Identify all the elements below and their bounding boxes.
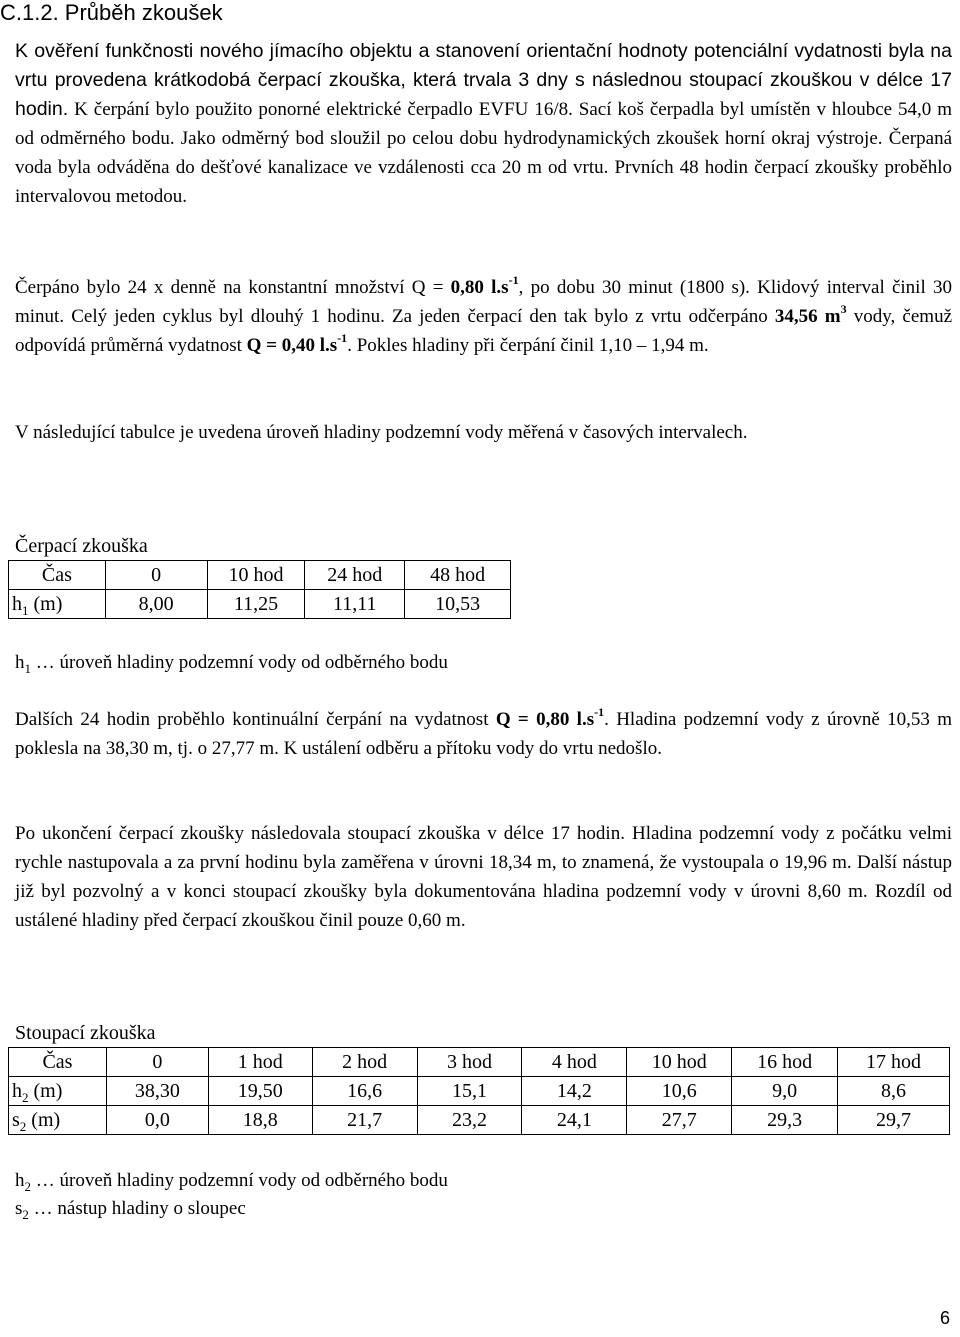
table-header-cell: 2 hod	[312, 1048, 417, 1077]
recovery-test-caption: Stoupací zkouška	[15, 1022, 156, 1044]
table-cell: 11,25	[207, 590, 305, 619]
pumping-text-2: , po dobu 30 minut (1800 s). Klidový interval činil 30 minut. Celý jeden cyklus byl dlouhý 1 hodinu. Za jeden čerpací den tak bylo z vrtu odčerpáno	[15, 277, 952, 327]
section-heading: C.1.2. Průběh zkoušek	[0, 0, 223, 25]
table-header-cell: 16 hod	[732, 1048, 838, 1077]
table-cell: 24,1	[522, 1106, 627, 1135]
table-row	[9, 1106, 950, 1135]
page-number: 6	[939, 1308, 950, 1328]
intro-text-serif-2: Prvních 48 hodin čerpací zkoušky proběhlo intervalovou metodou.	[15, 157, 952, 207]
table-header-cell: 0	[105, 561, 207, 590]
table-row	[9, 1077, 950, 1106]
table-cell: 8,6	[838, 1077, 950, 1106]
volume-exponent: 3	[840, 301, 847, 316]
pumping-paragraph	[15, 273, 952, 360]
legend-h1: $h_1$ … úroveň hladiny podzemní vody od odběrného bodu	[15, 652, 448, 676]
table-cell: 11,11	[305, 590, 405, 619]
recovery-paragraph: Po ukončení čerpací zkoušky následovala stoupací zkouška v délce 17 hodin. Hladina podzemní vody z počátku velmi rychle nastupovala a za první hodinu byla zaměřena v úrovni 18,34 m, to znamená, že vystoupala o 19,96 m. Další nástup již byl pozvolný a v konci stoupací zkoušky byla dokumentována hladina podzemní vody v úrovni 8,60 m. Rozdíl od ustálené hladiny před čerpací zkouškou činil pouze 0,60 m.	[15, 823, 952, 931]
pumping-rate-value: 0,80 l.s	[450, 277, 509, 298]
table-cell: 27,7	[627, 1106, 732, 1135]
table-header-cell: Čas	[9, 1048, 107, 1077]
table-cell: 15,1	[417, 1077, 522, 1106]
table-cell: 10,53	[405, 590, 511, 619]
table-header-cell: 10 hod	[207, 561, 305, 590]
table-cell: 14,2	[522, 1077, 627, 1106]
row-label: $s_2$ (m)	[9, 1106, 107, 1135]
row-label: $h_2$ (m)	[9, 1077, 107, 1106]
table-cell: 21,7	[312, 1106, 417, 1135]
table-header-cell: 3 hod	[417, 1048, 522, 1077]
pumping-rate-exponent: -1	[508, 272, 519, 287]
average-yield-exponent: -1	[337, 330, 348, 345]
table-header-cell: 24 hod	[305, 561, 405, 590]
legend-s2: $s_2$ … nástup hladiny o sloupec	[15, 1198, 246, 1222]
intro-paragraph	[15, 37, 952, 211]
legend-h2: $h_2$ … úroveň hladiny podzemní vody od odběrného bodu	[15, 1170, 448, 1194]
table-cell: 19,50	[208, 1077, 312, 1106]
table-cell: 29,7	[838, 1106, 950, 1135]
continuous-text-1: Dalších 24 hodin proběhlo kontinuální čerpání na vydatnost	[15, 709, 496, 730]
table-header-cell: Čas	[9, 561, 106, 590]
table-cell: 38,30	[106, 1077, 208, 1106]
table-cell: 0,0	[106, 1106, 208, 1135]
row-label: $h_1$ (m)	[9, 590, 106, 619]
table-header-cell: 1 hod	[208, 1048, 312, 1077]
table-row	[9, 561, 511, 590]
intro-text-serif: K čerpání bylo použito ponorné elektrické čerpadlo EVFU 16/8. Sací koš čerpadla byl umístěn v hloubce 54,0 m od odměrného bodu. Jako odměrný bod sloužil po celou dobu hydrodynamických zkoušek horní okraj výstroje.	[15, 99, 953, 149]
pumping-text-3: vody, čemuž odpovídá průměrná vydatnost	[15, 306, 953, 356]
table-cell: 8,00	[105, 590, 207, 619]
intro-text-sans: K ověření funkčnosti nového jímacího objektu a stanovení orientační hodnoty potenciální vydatnosti byla na vrtu provedena krátkodobá čerpací zkouška, která trvala 3 dny s následnou stoupací zkouškou v délce 17 hodin.	[15, 40, 952, 120]
pumping-text-4: . Pokles hladiny při čerpání činil 1,10 – 1,94 m.	[347, 335, 709, 356]
recovery-test-table	[8, 1047, 950, 1135]
continuous-pumping-paragraph	[15, 705, 952, 763]
table-row	[9, 1048, 950, 1077]
volume-value: 34,56 m	[774, 306, 841, 327]
pumping-test-table	[8, 560, 511, 619]
table-header-cell: 0	[106, 1048, 208, 1077]
table-header-cell: 4 hod	[522, 1048, 627, 1077]
table-cell: 16,6	[312, 1077, 417, 1106]
continuous-rate-value: Q = 0,80 l.s	[495, 709, 595, 730]
table-cell: 18,8	[208, 1106, 312, 1135]
table-row	[9, 590, 511, 619]
table-header-cell: 17 hod	[838, 1048, 950, 1077]
table-cell: 23,2	[417, 1106, 522, 1135]
table-cell: 10,6	[627, 1077, 732, 1106]
intro-text-sans-2: Čerpaná voda byla odváděna do dešťové kanalizace ve vzdálenosti cca 20 m od vrtu.	[15, 128, 953, 178]
table-cell: 9,0	[732, 1077, 838, 1106]
continuous-rate-exponent: -1	[594, 704, 605, 719]
continuous-text-2: . Hladina podzemní vody z úrovně 10,53 m poklesla na 38,30 m, tj. o 27,77 m. K ustálení odběru a přítoku vody do vrtu nedošlo.	[15, 709, 952, 759]
table-header-cell: 48 hod	[405, 561, 511, 590]
pumping-test-caption: Čerpací zkouška	[15, 535, 148, 557]
pumping-text-1: Čerpáno bylo 24 x denně na konstantní množství Q =	[15, 277, 451, 298]
table-header-cell: 10 hod	[627, 1048, 732, 1077]
table-intro-paragraph: V následující tabulce je uvedena úroveň hladiny podzemní vody měřená v časových intervalech.	[15, 422, 748, 443]
table-cell: 29,3	[732, 1106, 838, 1135]
average-yield-value: Q = 0,40 l.s	[246, 335, 338, 356]
